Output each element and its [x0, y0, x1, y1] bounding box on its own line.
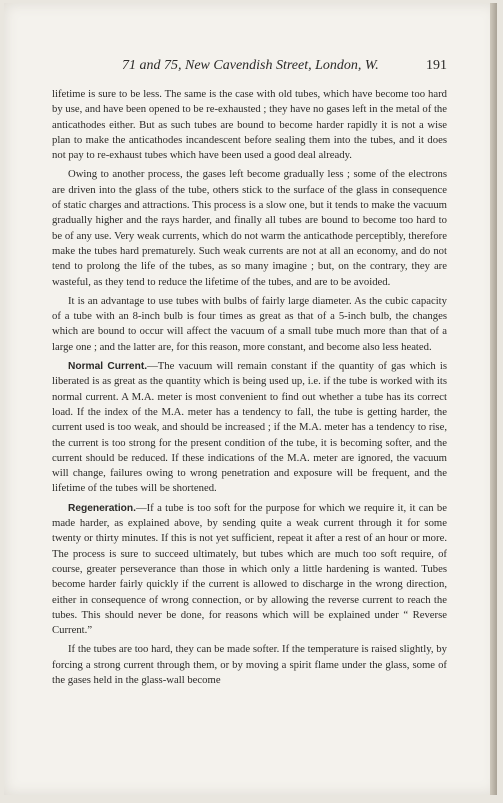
paragraph-regeneration [52, 501, 447, 639]
paragraph-text: It is an advantage to use tubes with bulbs of fairly large diameter. As the cubic capacity of a tube with an 8-inch bulb is four times as great as that of a 5-inch bulb, the changes which are bound to occur will affect the vacuum of a small tube much more than that of a large one ; and the latter are, for this reason, more constant, and become also less heated. [52, 294, 447, 353]
paragraph-text: —The vacuum will remain constant if the quantity of gas which is liberated is as great as the quantity which is being used up, i.e. if the tube is worked with its normal current. A M.A. meter is most convenient to find out whether a tube has its correct load. If the index of the M.A. meter has a tendency to fall, the tube is getting harder, the current used is too weak, and should be increased ; if the M.A. meter has a tendency to rise, the current is too strong for the present condition of the tube, it is becoming softer, and the current should be reduced. If these indications of the M.A. meter are ignored, the vacuum will change, failures owing to wrong penetration and exposure will be frequent, and the lifetime of the tubes will be shortened. [52, 360, 447, 495]
paragraph-normal-current [52, 359, 447, 497]
body-text [52, 87, 447, 692]
paragraph-text: Owing to another process, the gases left become gradually less ; some of the electrons are driven into the glass of the tube, others stick to the surface of the glass in consequence of static charges and attractions. This process is a slow one, but it tends to make the vacuum gradually higher and the rays harder, and finally all tubes are bound to become too hard to be of any use. Very weak currents, which do not warm the anticathode perceptibly, therefore make the tubes hard prematurely. Such weak currents are not at all an economy, and do not tend to prolong the life of the tubes, as so many imagine ; but, on the contrary, they are wasteful, as they tend to reduce the lifetime of the tubes, and are to be avoided. [52, 168, 447, 288]
header-address: 71 and 75, New Cavendish Street, London, W. [122, 58, 379, 73]
section-heading-regeneration: Regeneration. [68, 502, 136, 514]
paragraph [52, 642, 447, 688]
paragraph [52, 294, 447, 355]
running-header [52, 58, 447, 78]
paragraph [52, 87, 447, 163]
document-page [4, 3, 497, 795]
paragraph-text: —If a tube is too soft for the purpose for which we require it, it can be made harder, as explained above, by sending quite a weak current through it for some twenty or thirty minutes. If this is not yet sufficient, repeat it after a rest of an hour or more. The process is sure to succeed ultimately, but tubes which are much too soft require, of course, greater perseverance than those in which only a little hardening is wanted. Tubes become harder fairly quickly if the current is allowed to discharge in the wrong direction, either in consequence of wrong connection, or by allowing the reverse current to reach the tubes. This should never be done, for reasons which will be explained under “ Reverse Current.” [52, 501, 447, 637]
paragraph-text: lifetime is sure to be less. The same is the case with old tubes, which have become too hard by use, and have been opened to be re-exhausted ; they have no gases left in the metal of the anticathodes either. But as such tubes are bound to become harder rapidly it is not a wise plan to make the anticathodes incandescent before sealing them into the tubes, and it does not pay to re-exhaust tubes which have been used a good deal already. [52, 88, 447, 162]
page-number: 191 [426, 58, 447, 73]
paragraph [52, 167, 447, 289]
section-heading-normal-current: Normal Current. [68, 361, 148, 373]
page-gutter-shadow [490, 3, 497, 795]
paragraph-text: If the tubes are too hard, they can be made softer. If the temperature is raised slightly, by forcing a strong current through them, or by moving a spirit flame under the glass, some of the gases held in the glass-wall become [52, 643, 447, 686]
